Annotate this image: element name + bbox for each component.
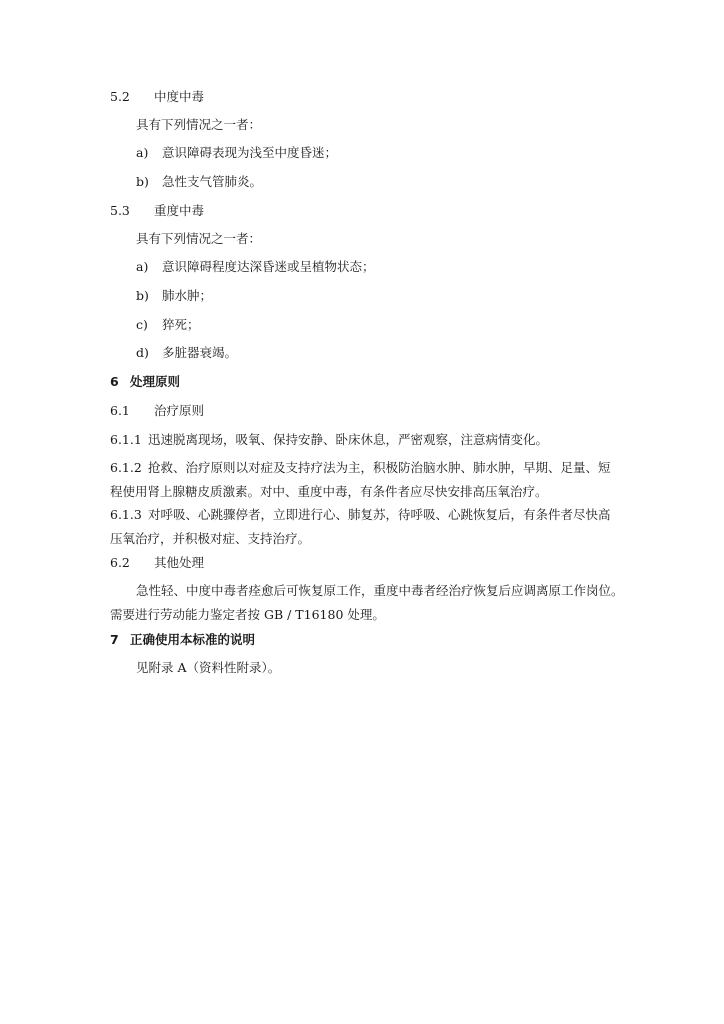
clause-number: 6.1.3 <box>110 507 142 522</box>
list-marker: c) <box>136 317 148 332</box>
section-title: 重度中毒 <box>154 203 205 218</box>
list-marker: b) <box>136 174 149 189</box>
list-marker: d) <box>136 345 149 360</box>
clause-6-1-1 <box>110 432 548 448</box>
list-item <box>136 259 375 275</box>
list-item <box>136 288 212 304</box>
section-number: 5.2 <box>110 89 130 104</box>
chapter-number: 6 <box>110 374 119 389</box>
section-number: 6.2 <box>110 555 130 570</box>
section-title: 治疗原则 <box>154 403 205 418</box>
chapter-title: 处理原则 <box>130 374 181 389</box>
clause-number: 6.1.1 <box>110 432 142 447</box>
list-item <box>136 317 200 333</box>
section-intro-5-2: 具有下列情况之一者： <box>136 117 262 132</box>
chapter-title: 正确使用本标准的说明 <box>130 632 256 647</box>
list-item <box>136 345 237 361</box>
list-marker: a) <box>136 145 149 160</box>
clause-text-line-2: 压氧治疗，并积极对症、支持治疗。 <box>110 531 311 546</box>
clause-text-line-1: 对呼吸、心跳骤停者，立即进行心、肺复苏，待呼吸、心跳恢复后，有条件者尽快高 <box>148 507 611 522</box>
paragraph-line-2: 需要进行劳动能力鉴定者按 GB / T16180 处理。 <box>110 607 385 622</box>
list-text: 急性支气管肺炎。 <box>162 174 263 189</box>
chapter-heading-6 <box>110 374 180 390</box>
list-text: 意识障碍表现为浅至中度昏迷； <box>162 145 338 160</box>
list-text: 肺水肿； <box>162 288 213 303</box>
clause-text-line-1: 抢救、治疗原则以对症及支持疗法为主，积极防治脑水肿、肺水肿，早期、足量、短 <box>148 460 611 475</box>
section-title: 其他处理 <box>154 555 205 570</box>
clause-text: 迅速脱离现场，吸氧、保持安静、卧床休息，严密观察，注意病情变化。 <box>148 432 549 447</box>
chapter-number: 7 <box>110 632 119 647</box>
paragraph-7: 见附录 A（资料性附录）。 <box>136 660 281 675</box>
list-marker: a) <box>136 259 149 274</box>
clause-number: 6.1.2 <box>110 460 142 475</box>
section-intro-5-3: 具有下列情况之一者： <box>136 231 262 246</box>
section-heading-6-2 <box>110 555 204 571</box>
section-number: 5.3 <box>110 203 130 218</box>
list-marker: b) <box>136 288 149 303</box>
list-item <box>136 145 337 161</box>
clause-6-1-2 <box>110 456 624 504</box>
chapter-heading-7 <box>110 632 255 648</box>
clause-6-1-3 <box>110 503 624 551</box>
list-text: 猝死； <box>162 317 200 332</box>
section-heading-6-1 <box>110 403 204 419</box>
list-item <box>136 174 262 190</box>
section-heading-5-3 <box>110 203 204 219</box>
paragraph-6-2 <box>110 579 624 627</box>
list-text: 意识障碍程度达深昏迷或呈植物状态； <box>162 259 375 274</box>
section-heading-5-2 <box>110 89 204 105</box>
clause-text-line-2: 程使用肾上腺糖皮质激素。对中、重度中毒，有条件者应尽快安排高压氧治疗。 <box>110 484 548 499</box>
section-number: 6.1 <box>110 403 130 418</box>
section-title: 中度中毒 <box>154 89 205 104</box>
list-text: 多脏器衰竭。 <box>162 345 238 360</box>
paragraph-line-1: 急性轻、中度中毒者痊愈后可恢复原工作，重度中毒者经治疗恢复后应调离原工作岗位。 <box>136 583 624 598</box>
